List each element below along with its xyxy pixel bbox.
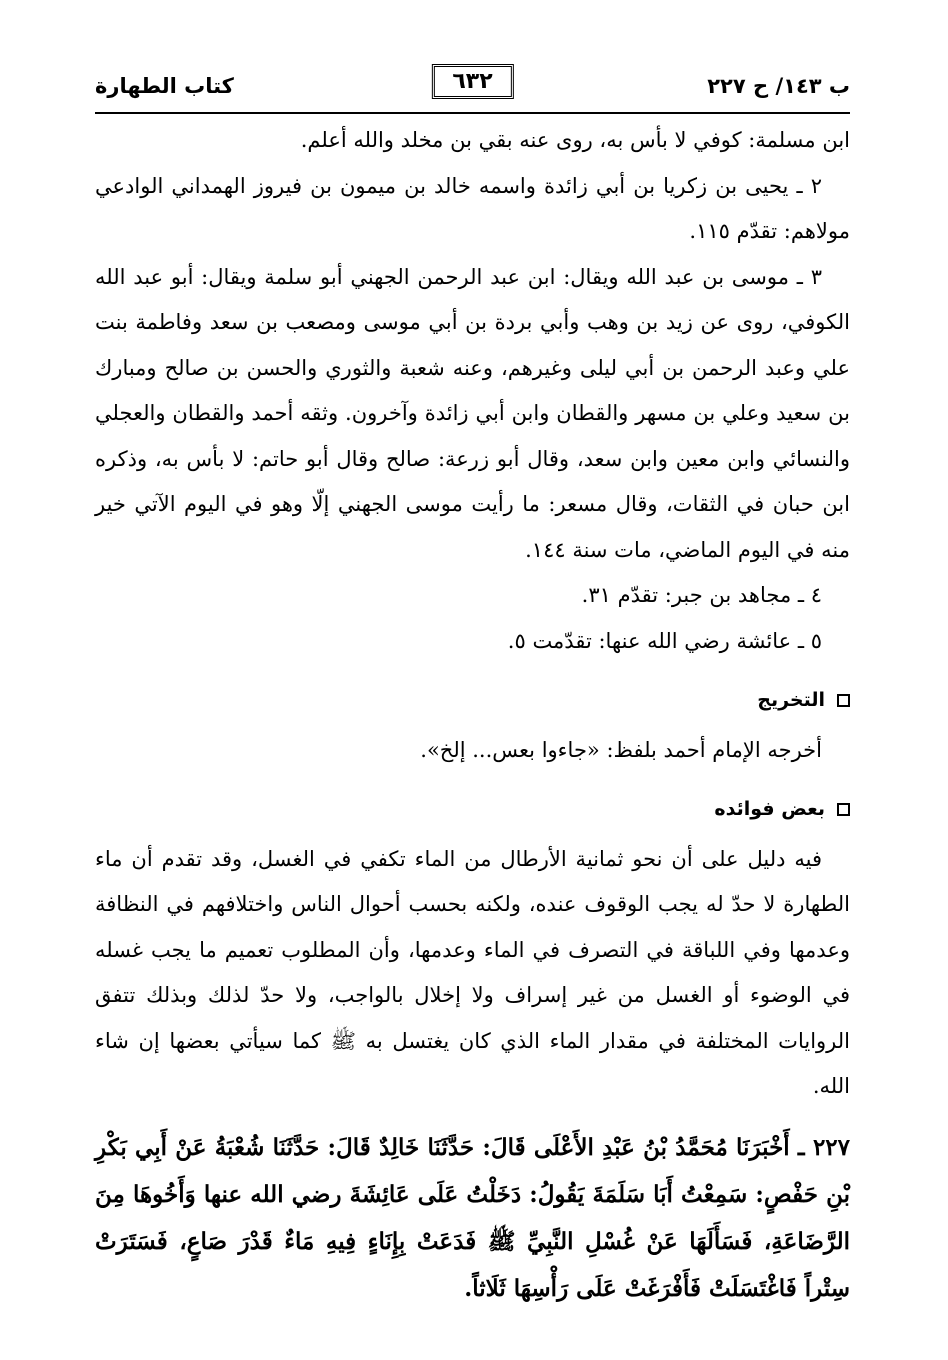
book-page: [95, 60, 850, 1335]
narrator-entry-1-tail: ابن مسلمة: كوفي لا بأس به، روى عنه بقي بن مخلد والله أعلم.: [300, 128, 850, 152]
narrator-entry-5: ٥ ـ عائشة رضي الله عنها: تقدّمت ٥.: [507, 628, 822, 653]
takhrij-heading: [95, 678, 850, 724]
chapter-title: كتاب الطهارة: [95, 74, 234, 98]
hadith-text: ٢٢٧ ـ أَخْبَرَنَا مُحَمَّدُ بْنُ عَبْدِ الأَعْلَى قَالَ: حَدَّثَنَا خَالِدٌ قَالَ: حَدَّثَنَا شُعْبَةُ عَنْ أَبِي بَكْرِ بْنِ حَفْصٍ: سَمِعْتُ أَبَا سَلَمَةَ يَقُولُ: دَخَلْتُ عَلَى عَائِشَةَ رضي الله عنها وَأَخُوهَا مِنَ الرَّضَاعَةِ، فَسَأَلَهَا عَنْ غُسْلِ النَّبِيِّ ﷺ فَدَعَتْ بِإِنَاءٍ فِيهِ مَاءٌ قَدْرَ صَاعٍ، فَسَتَرَتْ سِتْراً فَاغْتَسَلَتْ فَأَفْرَغَتْ عَلَى رَأْسِهَا ثَلَاثاً.: [95, 1133, 850, 1302]
fawaid-title: بعض فوائده: [714, 798, 825, 820]
takhrij-text: أخرجه الإمام أحمد بلفظ: «جاءوا بعس... إلخ».: [420, 737, 822, 762]
narrator-entry-3: ٣ ـ موسى بن عبد الله ويقال: ابن عبد الرحمن الجهني أبو سلمة ويقال: أبو عبد الله الكوفي، روى عن زيد بن وهب وأبي بردة بن أبي موسى ومصعب بن سعد وفاطمة بنت علي وعبد الرحمن بن أبي ليلى وغيرهم، وعنه شعبة والثوري والحسن بن صالح ومبارك بن سعيد وعلي بن مسهر والقطان وابن أبي زائدة وآخرون. وثقه أحمد والقطان والعجلي والنسائي وابن معين وابن سعد، وقال أبو زرعة: صالح وقال أبو حاتم: لا بأس به، وذكره ابن حبان في الثقات، وقال مسعر: ما رأيت موسى الجهني إلّا وهو في اليوم الآتي خير منه في اليوم الماضي، مات سنة ١٤٤.: [95, 264, 850, 562]
takhrij-title: التخريج: [757, 689, 825, 711]
header-rule: [95, 112, 850, 114]
fawaid-text: فيه دليل على أن نحو ثمانية الأرطال من الماء تكفي في الغسل، وقد تقدم أن ماء الطهارة لا حدّ له يجب الوقوف عنده، ولكنه بحسب أحوال الناس واختلافهم في النظافة وعدمها وفي اللباقة في التصرف في الماء وعدمها، وأن المطلوب تعميم ما يجب غسله في الوضوء أو الغسل من غير إسراف ولا إخلال بالواجب، ولا حدّ لذلك وبذلك تتفق الروايات المختلفة في مقدار الماء الذي كان يغتسل به ﷺ كما سيأتي بعضها إن شاء الله.: [95, 846, 850, 1098]
fawaid-heading: [95, 787, 850, 833]
page-body: [95, 118, 850, 1312]
page-header: [95, 60, 850, 118]
narrator-entry-4: ٤ ـ مجاهد بن جبر: تقدّم ٣١.: [581, 583, 822, 607]
hadith-reference: ب ١٤٣/ ح ٢٢٧: [707, 74, 850, 98]
square-bullet-icon: [837, 694, 850, 707]
narrator-entry-2: ٢ ـ يحيى بن زكريا بن أبي زائدة واسمه خالد بن ميمون بن فيروز الهمداني الوادعي مولاهم: تقدّم ١١٥.: [95, 173, 850, 243]
square-bullet-icon: [837, 803, 850, 816]
page-number: ٦٣٢: [431, 64, 513, 99]
